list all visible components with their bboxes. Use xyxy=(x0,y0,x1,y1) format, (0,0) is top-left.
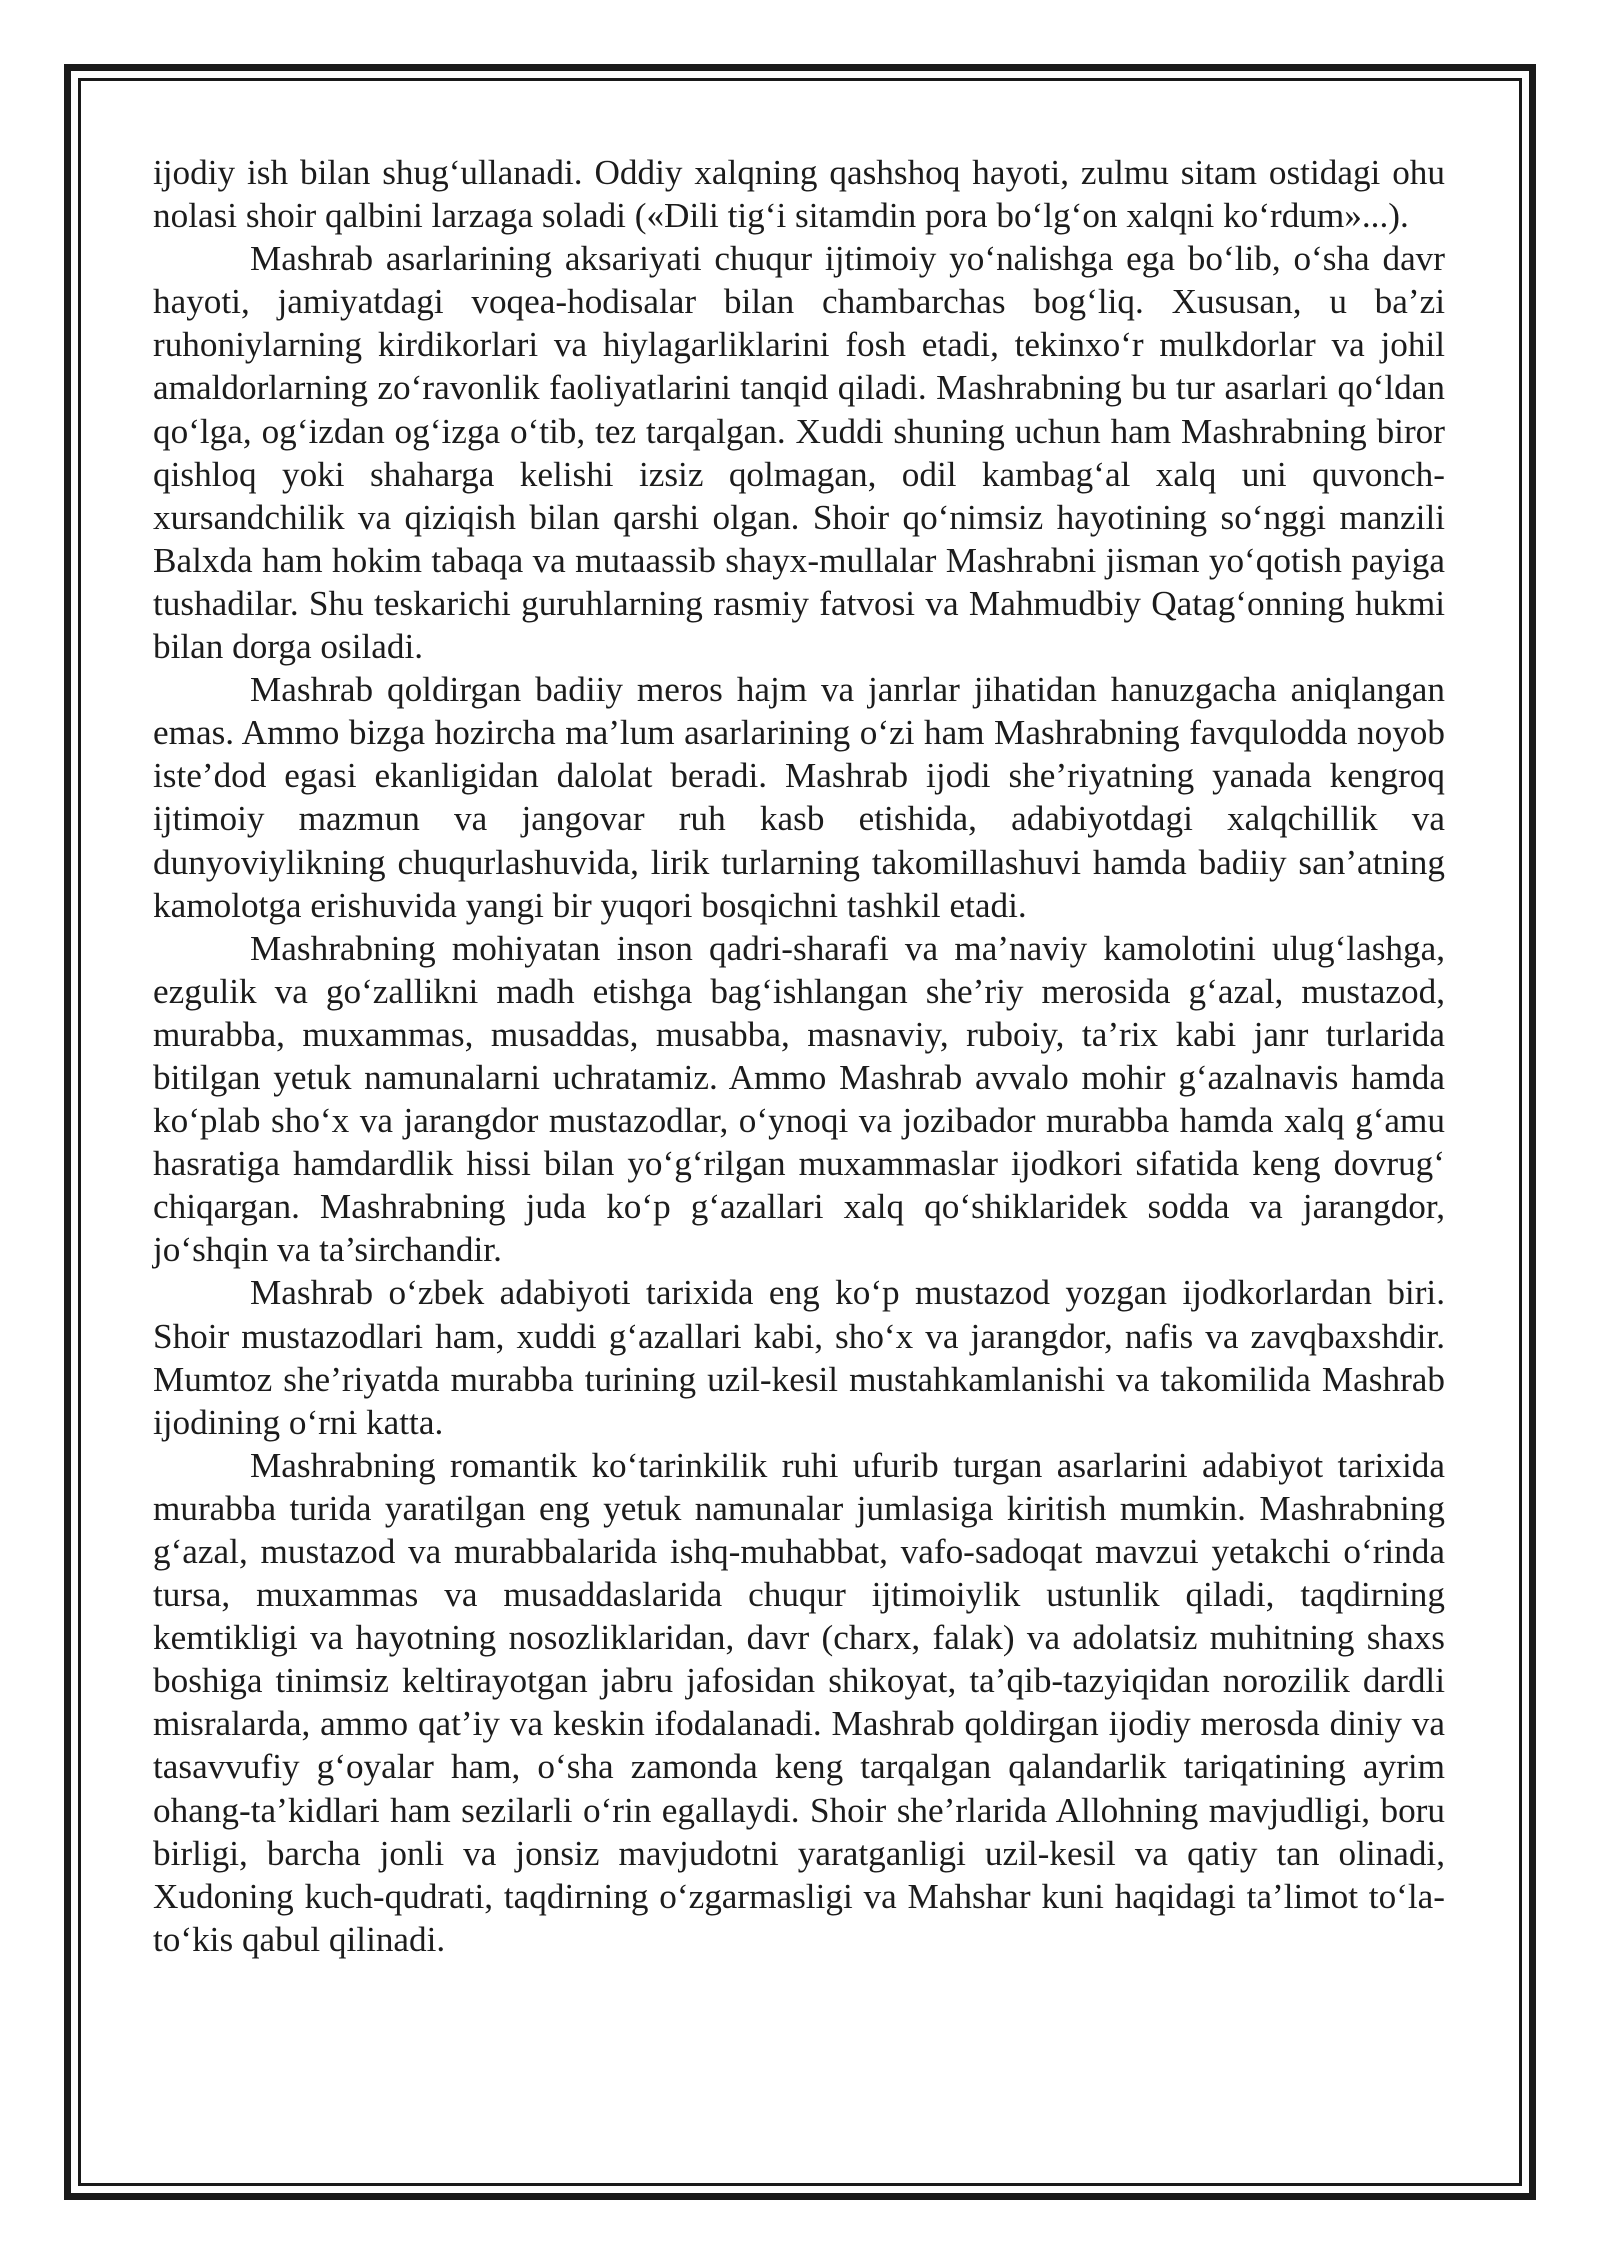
paragraph-social-themes: Mashrab asarlarining aksariyati chuqur ijtimoiy yo‘nalishga ega bo‘lib, o‘sha davr hayoti, jamiyatdagi voqea-hodisalar bilan chambarchas bog‘liq. Xususan, u ba’zi ruhoniylarning kirdikorlari va hiylagarliklarini fosh etadi, tekinxo‘r mulkdorlar va johil amaldorlarning zo‘ravonlik faoliyatlarini tanqid qiladi. Mashrabning bu tur asarlari qo‘ldan qo‘lga, og‘izdan og‘izga o‘tib, tez tarqalgan. Xuddi shuning uchun ham Mashrabning biror qishloq yoki shaharga kelishi izsiz qolmagan, odil kambag‘al xalq uni quvonch-xursandchilik va qiziqish bilan qarshi olgan. Shoir qo‘nimsiz hayotining so‘nggi manzili Balxda ham hokim tabaqa va mutaassib shayx-mullalar Mashrabni jisman yo‘qotish payiga tushadilar. Shu teskarichi guruhlarning rasmiy fatvosi va Mahmudbiy Qatag‘onning hukmi bilan dorga osiladi. xyxy=(153,239,1445,667)
paragraph-mustazod: Mashrab o‘zbek adabiyoti tarixida eng ko‘p mustazod yozgan ijodkorlardan biri. Shoir mustazodlari ham, xuddi g‘azallari kabi, sho‘x va jarangdor, nafis va zavqbaxshdir. Mumtoz she’riyatda murabba turining uzil-kesil mustahkamlanishi va takomilida Mashrab ijodining o‘rni katta. xyxy=(153,1273,1445,1442)
document-body xyxy=(153,151,1445,1961)
paragraph-literary-legacy: Mashrab qoldirgan badiiy meros hajm va janrlar jihatidan hanuzgacha aniqlangan emas. Ammo bizga hozircha ma’lum asarlarining o‘zi ham Mashrabning favqulodda noyob iste’dod egasi ekanligidan dalolat beradi. Mashrab ijodi she’riyatning yanada kengroq ijtimoiy mazmun va jangovar ruh kasb etishida, adabiyotdagi xalqchillik va dunyoviylikning chuqurlashuvida, lirik turlarning takomillashuvi hamda badiiy san’atning kamolotga erishuvida yangi bir yuqori bosqichni tashkil etadi. xyxy=(153,670,1445,925)
paragraph-genres: Mashrabning mohiyatan inson qadri-sharafi va ma’naviy kamolotini ulug‘lashga, ezgulik va go‘zallikni madh etishga bag‘ishlangan she’riy merosida g‘azal, mustazod, murabba, muxammas, musaddas, musabba, masnaviy, ruboiy, ta’rix kabi janr turlarida bitilgan yetuk namunalarni uchratamiz. Ammo Mashrab avvalo mohir g‘azalnavis hamda ko‘plab sho‘x va jarangdor mustazodlar, o‘ynoqi va jozibador murabba hamda xalq g‘amu hasratiga hamdardlik hissi bilan yo‘g‘rilgan muxammaslar ijodkori sifatida keng dovrug‘ chiqargan. Mashrabning juda ko‘p g‘azallari xalq qo‘shiklaridek sodda va jarangdor, jo‘shqin va ta’sirchandir. xyxy=(153,928,1445,1270)
paragraph-continuation: ijodiy ish bilan shug‘ullanadi. Oddiy xalqning qashshoq hayoti, zulmu sitam ostidagi ohu nolasi shoir qalbini larzaga soladi («Dili tig‘i sitamdin pora bo‘lg‘on xalqni ko‘rdum»...). xyxy=(153,153,1445,236)
paragraph-romantic-works: Mashrabning romantik ko‘tarinkilik ruhi ufurib turgan asarlarini adabiyot tarixida murabba turida yaratilgan eng yetuk namunalar jumlasiga kiritish mumkin. Mashrabning g‘azal, mustazod va murabbalarida ishq-muhabbat, vafo-sadoqat mavzui yetakchi o‘rinda tursa, muxammas va musaddaslarida chuqur ijtimoiylik ustunlik qiladi, taqdirning kemtikligi va hayotning nosozliklaridan, davr (charx, falak) va adolatsiz muhitning shaxs boshiga tinimsiz keltirayotgan jabru jafosidan shikoyat, ta’qib-tazyiqidan norozilik dardli misralarda, ammo qat’iy va keskin ifodalanadi. Mashrab qoldirgan ijodiy merosda diniy va tasavvufiy g‘oyalar ham, o‘sha zamonda keng tarqalgan qalandarlik tariqatining ayrim ohang-ta’kidlari ham sezilarli o‘rin egallaydi. Shoir she’rlarida Allohning mavjudligi, boru birligi, barcha jonli va jonsiz mavjudotni yaratganligi uzil-kesil va qatiy tan olinadi, Xudoning kuch-qudrati, taqdirning o‘zgarmasligi va Mahshar kuni haqidagi ta’limot to‘la-to‘kis qabul qilinadi. xyxy=(153,1445,1445,1959)
